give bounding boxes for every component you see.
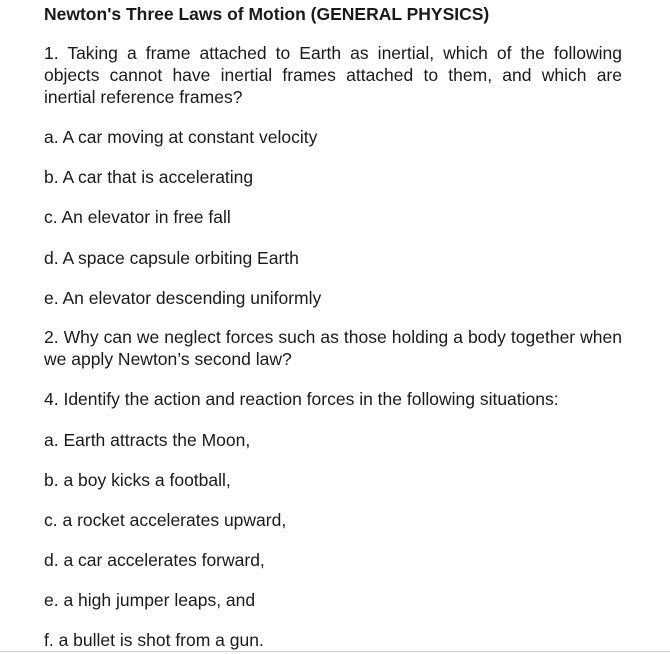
question-4-option-c: c. a rocket accelerates upward, bbox=[44, 510, 287, 530]
question-2: 2. Why can we neglect forces such as those holding a body together when we apply Newton’s second law? bbox=[44, 327, 622, 369]
question-4-option-a: a. Earth attracts the Moon, bbox=[44, 430, 251, 450]
question-1: 1. Taking a frame attached to Earth as inertial, which of the following objects cannot have inertial frames attached to them, and which are inertial reference frames? bbox=[44, 43, 622, 107]
question-1-option-e: e. An elevator descending uniformly bbox=[44, 288, 322, 308]
question-1-option-a: a. A car moving at constant velocity bbox=[44, 127, 318, 147]
question-4-option-d: d. a car accelerates forward, bbox=[44, 550, 265, 570]
question-1-option-b: b. A car that is accelerating bbox=[44, 167, 254, 187]
question-4-option-f: f. a bullet is shot from a gun. bbox=[44, 630, 264, 650]
question-1-option-d: d. A space capsule orbiting Earth bbox=[44, 248, 299, 268]
question-4: 4. Identify the action and reaction forces in the following situations: bbox=[44, 389, 559, 409]
page-title: Newton's Three Laws of Motion (GENERAL PHYSICS) bbox=[44, 4, 490, 24]
question-4-option-e: e. a high jumper leaps, and bbox=[44, 590, 256, 610]
question-4-option-b: b. a boy kicks a football, bbox=[44, 470, 231, 490]
bottom-divider bbox=[0, 651, 670, 652]
question-1-option-c: c. An elevator in free fall bbox=[44, 207, 231, 227]
